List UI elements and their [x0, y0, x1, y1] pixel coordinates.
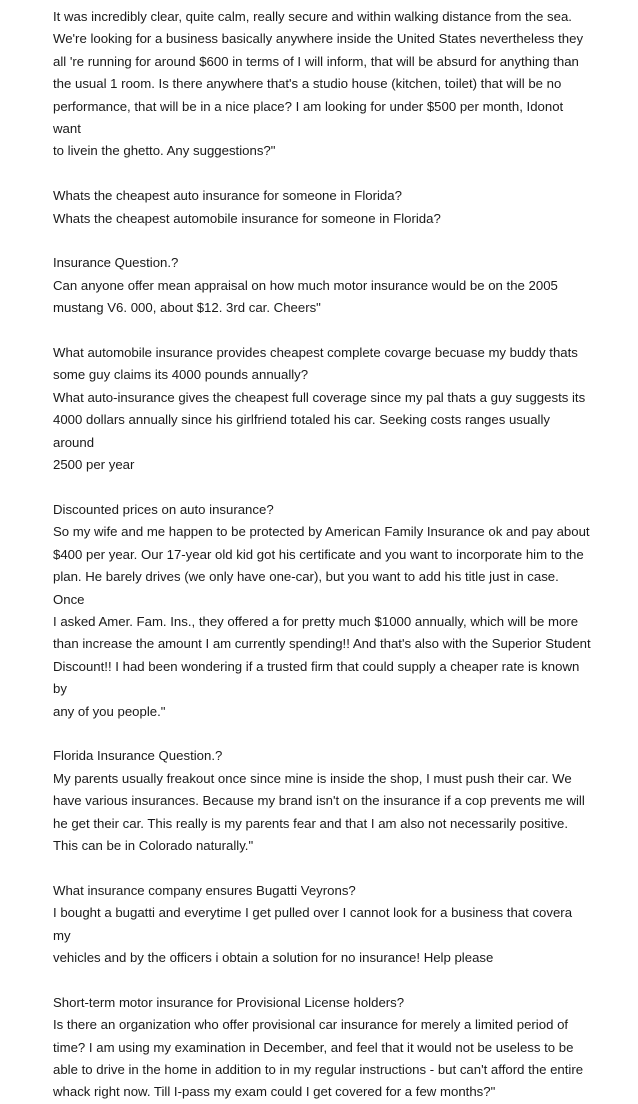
paragraph-cheapest-auto-florida: Whats the cheapest auto insurance for someone in Florida? Whats the cheapest automobile insurance for someone in Florida?: [53, 188, 441, 226]
document-page: [53, 6, 593, 1104]
paragraph-intro-continuation: It was incredibly clear, quite calm, really secure and within walking distance from the sea. We're looking for a business basically anywhere inside the United States nevertheless they all 're running for around $600 in terms of I will inform, that will be absurd for anything than the usual 1 room. Is there anywhere that's a studio house (kitchen, toilet) that will be no performance, that will be in a nice place? I am looking for under $500 per month, Idonot want to livein the ghetto. Any suggestions?": [53, 9, 584, 159]
paragraph-florida-insurance-question: Florida Insurance Question.? My parents usually freakout once since mine is inside the shop, I must push their car. We have various insurances. Because my brand isn't on the insurance if a cop prevents me will he get their car. This really is my parents fear and that I am also not necessarily positive. This can be in Colorado naturally.": [53, 748, 585, 853]
paragraph-provisional-license: Short-term motor insurance for Provisional License holders? Is there an organization who offer provisional car insurance for merely a limited period of time? I am using my examination in December, and feel that it would not be useless to be able to drive in the home in addition to in my regular instructions - but can't afford the entire whack right now. Till I-pass my exam could I get covered for a few months?": [53, 994, 584, 1100]
paragraph-cheapest-full-coverage: What automobile insurance provides cheapest complete covarge becuase my buddy thats some guy claims its 4000 pounds annually? What auto-insurance gives the cheapest full coverage since my pal thats a guy suggests its 4000 dollars annually since his girlfriend totaled his car. Seeking costs ranges usually around 2500 per year: [53, 345, 586, 473]
paragraph-bugatti-veyrons: What insurance company ensures Bugatti Veyrons? I bought a bugatti and everytime I get pulled over I cannot look for a business that covera my vehicles and by the officers i obtain a solution for no insurance! Help please: [53, 882, 573, 965]
paragraph-discounted-prices: Discounted prices on auto insurance? So my wife and me happen to be protected by American Family Insurance ok and pay about $400 per year. Our 17-year old kid got his certificate and you want to incorporate him to the plan. He barely drives (we only have one-car), but you want to add his title just in case. Once I asked Amer. Fam. Ins., they offered a for pretty much $1000 annually, which will be more than increase the amount I am currently spending!! And that's also with the Superior Student Discount!! I had been wondering if a trusted firm that could supply a cheaper rate is known by any of you people.": [53, 501, 591, 719]
paragraph-insurance-question: Insurance Question.? Can anyone offer mean appraisal on how much motor insurance would be on the 2005 mustang V6. 000, about $12. 3rd car. Cheers": [53, 255, 558, 316]
